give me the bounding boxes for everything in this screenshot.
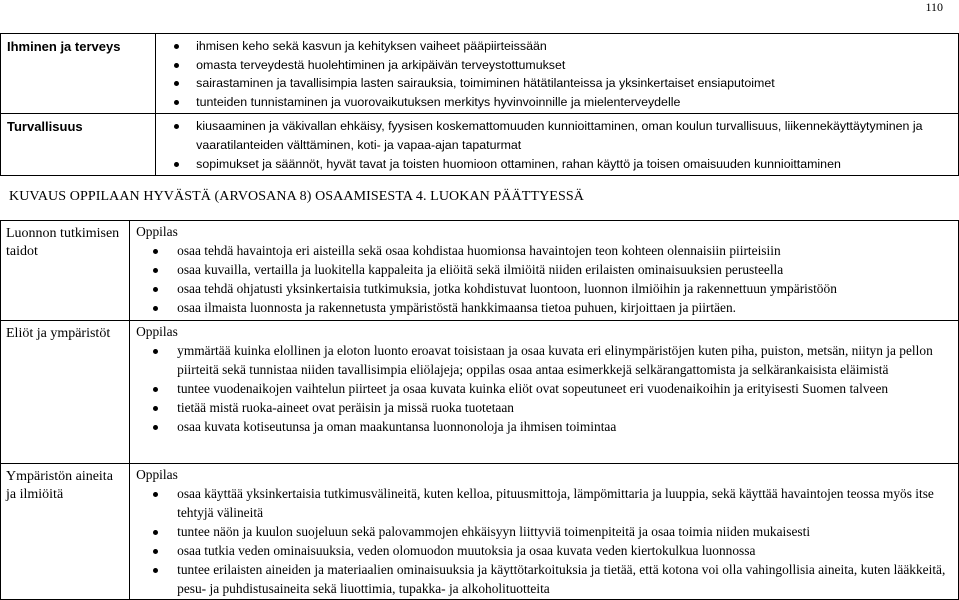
row-content (130, 221, 959, 321)
list-item: osaa kuvailla, vertailla ja luokitella kappaleita ja eliöitä sekä ilmiöitä niiden erilaisten ominaisuuksien perusteella (177, 260, 954, 279)
oppilas-label: Oppilas (136, 224, 178, 239)
row-label: Ympäristön aineita ja ilmiöitä (1, 464, 130, 600)
list-item: osaa ilmaista luonnosta ja rakennetusta ympäristöstä hankkimaansa tietoa puhuen, kirjoittaen ja piirtäen. (177, 298, 954, 317)
bullet-list (136, 484, 954, 598)
list-item: kiusaaminen ja väkivallan ehkäisy, fyysisen koskemattomuuden kunnioittaminen, oman koulun turvallisuus, liikennekäyttäytyminen ja vaaratilanteiden välttäminen, koti- ja vapaa-ajan tapaturmat (196, 117, 958, 154)
bullet-list (136, 341, 954, 436)
row-label: Turvallisuus (1, 114, 156, 176)
list-item: osaa tehdä havaintoja eri aisteilla sekä osaa kohdistaa huomionsa havaintojen teon kohteen olennaisiin piirteisiin (177, 241, 954, 260)
assessment-table (0, 220, 959, 600)
row-content (130, 464, 959, 600)
list-item: tietää mistä ruoka-aineet ovat peräisin ja missä ruoka tuotetaan (177, 398, 954, 417)
content-table (0, 33, 959, 176)
table-row (1, 221, 959, 321)
row-content (156, 34, 959, 114)
row-content (130, 321, 959, 464)
list-item: osaa tutkia veden ominaisuuksia, veden olomuodon muutoksia ja osaa kuvata veden kiertokulkua luonnossa (177, 541, 954, 560)
list-item: sopimukset ja säännöt, hyvät tavat ja toisten huomioon ottaminen, rahan käyttö ja toisen omaisuuden kunnioittaminen (196, 155, 958, 174)
list-item: osaa käyttää yksinkertaisia tutkimusvälineitä, kuten kelloa, pituusmittoja, lämpömittaria ja luuppia, sekä käyttää havaintojen teossa myös itse tehtyjä välineitä (177, 484, 954, 522)
row-label: Luonnon tutkimisen taidot (1, 221, 130, 321)
row-label: Ihminen ja terveys (1, 34, 156, 114)
list-item: tuntee vuodenaikojen vaihtelun piirteet ja osaa kuvata kuinka eliöt ovat sopeutuneet eri vuodenaikoihin ja erityisesti Suomen talveen (177, 379, 954, 398)
oppilas-label: Oppilas (136, 467, 178, 482)
list-item: osaa kuvata kotiseutunsa ja oman maakuntansa luonnonoloja ja ihmisen toimintaa (177, 417, 954, 436)
table-row (1, 321, 959, 464)
bullet-list (136, 241, 954, 317)
bullet-list (156, 34, 958, 113)
page-number: 110 (925, 0, 943, 14)
table-row (1, 34, 959, 114)
list-item: tunteiden tunnistaminen ja vuorovaikutuksen merkitys hyvinvoinnille ja mielenterveydelle (196, 93, 958, 112)
row-label: Eliöt ja ympäristöt (1, 321, 130, 464)
list-item: ymmärtää kuinka elollinen ja eloton luonto eroavat toisistaan ja osaa kuvata eri elinympäristöjen kuten piha, puiston, metsän, niityn ja pellon piirteitä sekä tunnistaa niiden tavallisimpia eliölajeja; oppilas osaa antaa esimerkkejä selkärangattomista ja selkärankaisista eläimistä (177, 341, 954, 379)
table-row (1, 114, 959, 176)
list-item: ihmisen keho sekä kasvun ja kehityksen vaiheet pääpiirteissään (196, 37, 958, 56)
list-item: omasta terveydestä huolehtiminen ja arkipäivän terveystottumukset (196, 56, 958, 75)
row-content (156, 114, 959, 176)
table-row (1, 464, 959, 600)
section-heading: KUVAUS OPPILAAN HYVÄSTÄ (ARVOSANA 8) OSAAMISESTA 4. LUOKAN PÄÄTTYESSÄ (9, 189, 584, 204)
list-item: sairastaminen ja tavallisimpia lasten sairauksia, toimiminen hätätilanteissa ja yksinkertaiset ensiaputoimet (196, 74, 958, 93)
list-item: tuntee erilaisten aineiden ja materiaalien ominaisuuksia ja käyttötarkoituksia ja tietää, että kotona voi olla vahingollisia aineita, kuten lääkkeitä, pesu- ja puhdistusaineita sekä liuottimia, tupakka- ja alkoholituotteita (177, 560, 954, 598)
list-item: osaa tehdä ohjatusti yksinkertaisia tutkimuksia, jotka kohdistuvat luontoon, luonnon ilmiöihin ja rakennettuun ympäristöön (177, 279, 954, 298)
oppilas-label: Oppilas (136, 324, 178, 339)
list-item: tuntee näön ja kuulon suojeluun sekä palovammojen ehkäisyyn liittyviä toimenpiteitä ja osaa toimia niiden mukaisesti (177, 522, 954, 541)
bullet-list (156, 114, 958, 175)
